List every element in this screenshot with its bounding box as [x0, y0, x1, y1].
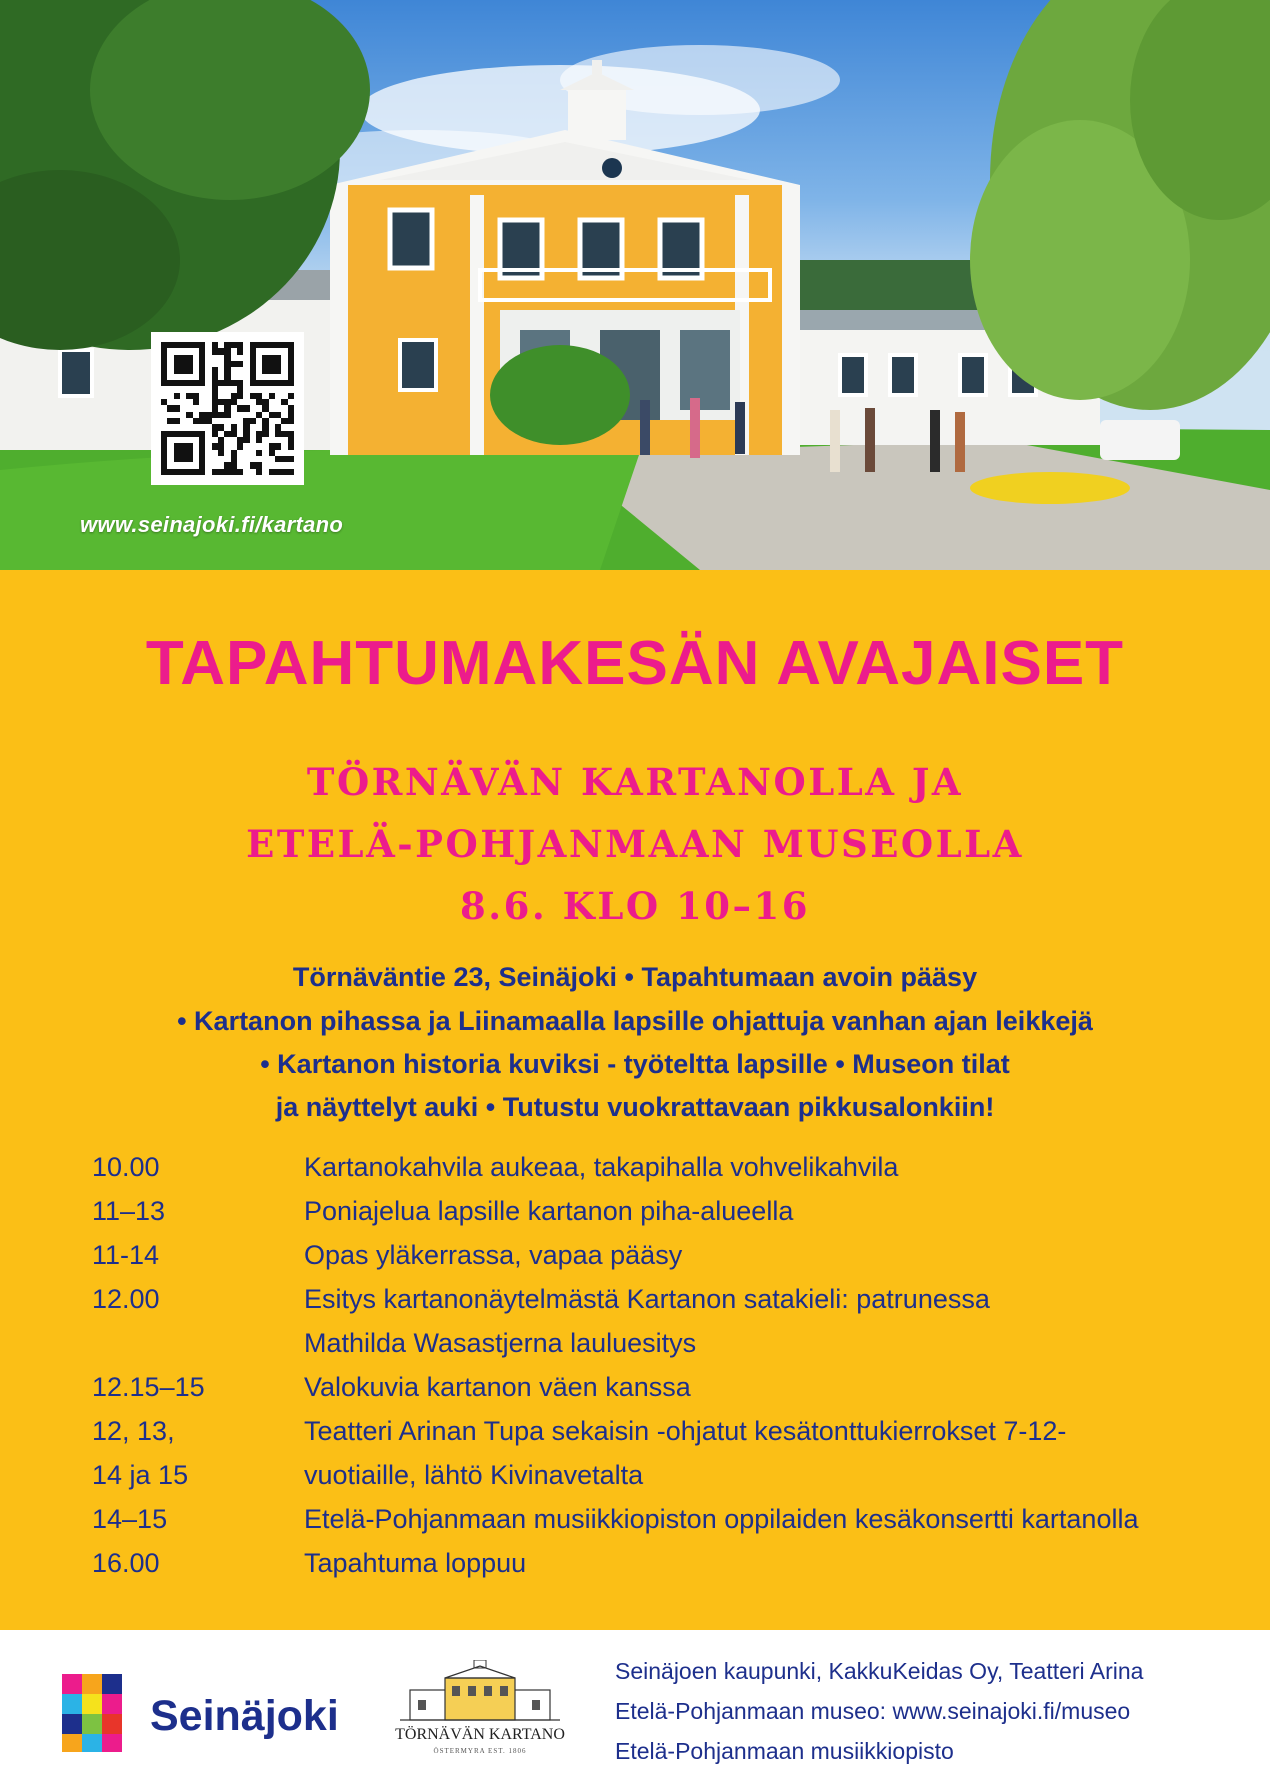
- schedule-row: [92, 1504, 1242, 1548]
- schedule-time: 16.00: [92, 1548, 160, 1578]
- event-info-line-1: Törnäväntie 23, Seinäjoki • Tapahtumaan avoin pääsy: [292, 962, 978, 992]
- schedule-row: [92, 1328, 1242, 1372]
- event-title: TAPAHTUMAKESÄN AVAJAISET: [145, 629, 1125, 698]
- qr-code-pattern: [161, 342, 294, 475]
- schedule-description: Etelä-Pohjanmaan musiikkiopiston oppilaiden kesäkonsertti kartanolla: [304, 1504, 1139, 1534]
- schedule-row: [92, 1152, 1242, 1196]
- seinajoki-logo-text: Seinäjoki: [150, 1692, 339, 1740]
- qr-code[interactable]: [151, 332, 304, 485]
- schedule-time: 12, 13,: [92, 1416, 175, 1446]
- seinajoki-logo-icon: [62, 1674, 122, 1752]
- credit-line-organizers: Seinäjoen kaupunki, KakkuKeidas Oy, Teatteri Arina: [615, 1658, 1144, 1684]
- event-date-time: 8.6. KLO 10–16: [460, 884, 810, 928]
- footer: [0, 1630, 1270, 1772]
- event-info-line-3: • Kartanon historia kuviksi - työteltta lapsille • Museon tilat: [260, 1049, 1010, 1079]
- schedule-time: 14–15: [92, 1504, 168, 1534]
- hero-url-text: www.seinajoki.fi/kartano: [80, 512, 344, 537]
- schedule-row: [92, 1240, 1242, 1284]
- schedule-time: 10.00: [92, 1152, 160, 1182]
- schedule-description: Mathilda Wasastjerna lauluesitys: [304, 1328, 697, 1358]
- schedule-row: [92, 1460, 1242, 1504]
- schedule-description: Teatteri Arinan Tupa sekaisin -ohjatut kesätonttukierrokset 7-12-: [304, 1416, 1067, 1446]
- schedule-time: 11–13: [92, 1196, 166, 1226]
- schedule-list: [92, 1152, 1242, 1592]
- event-subtitle-line-2: ETELÄ-POHJANMAAN MUSEOLLA: [246, 822, 1024, 866]
- event-subtitle-line-1: TÖRNÄVÄN KARTANOLLA JA: [306, 760, 964, 804]
- schedule-time: 12.00: [92, 1284, 160, 1314]
- event-info-line-2: • Kartanon pihassa ja Liinamaalla lapsille ohjattuja vanhan ajan leikkejä: [177, 1006, 1093, 1036]
- schedule-description: Esitys kartanonäytelmästä Kartanon satakieli: patrunessa: [304, 1284, 990, 1314]
- event-panel: [0, 570, 1270, 1630]
- hero-photo: [0, 0, 1270, 570]
- event-info-line-4: ja näyttelyt auki • Tutustu vuokrattavaan pikkusalonkiin!: [275, 1092, 995, 1122]
- manor-building-icon: [390, 1660, 570, 1724]
- schedule-row: [92, 1548, 1242, 1592]
- schedule-description: Opas yläkerrassa, vapaa pääsy: [304, 1240, 683, 1270]
- schedule-time: 14 ja 15: [92, 1460, 189, 1490]
- schedule-row: [92, 1196, 1242, 1240]
- manor-logo-established: ÖSTERMYRA EST. 1806: [433, 1747, 527, 1755]
- schedule-row: [92, 1416, 1242, 1460]
- schedule-description: Tapahtuma loppuu: [304, 1548, 527, 1578]
- tornava-manor-logo: [390, 1660, 570, 1765]
- manor-logo-name: TÖRNÄVÄN KARTANO: [395, 1726, 565, 1743]
- credit-line-museum: Etelä-Pohjanmaan museo: www.seinajoki.fi/museo: [615, 1698, 1131, 1724]
- schedule-row: [92, 1284, 1242, 1328]
- schedule-time: 11-14: [92, 1240, 160, 1270]
- credit-line-music-school: Etelä-Pohjanmaan musiikkiopisto: [615, 1738, 954, 1764]
- schedule-description: Valokuvia kartanon väen kanssa: [304, 1372, 691, 1402]
- schedule-time: 12.15–15: [92, 1372, 205, 1402]
- schedule-row: [92, 1372, 1242, 1416]
- qr-module: [288, 469, 294, 475]
- schedule-description: Kartanokahvila aukeaa, takapihalla vohvelikahvila: [304, 1152, 899, 1182]
- schedule-description: Poniajelua lapsille kartanon piha-alueella: [304, 1196, 794, 1226]
- schedule-description: vuotiaille, lähtö Kivinavetalta: [304, 1460, 644, 1490]
